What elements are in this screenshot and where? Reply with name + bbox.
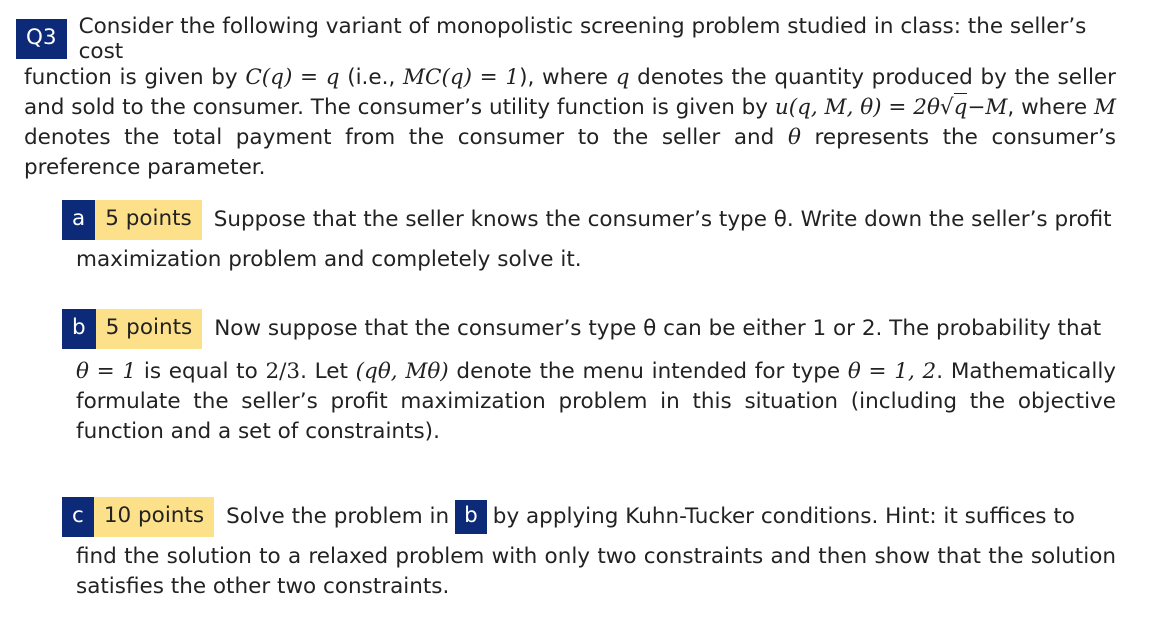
- menu-notation: (qθ, Mθ): [355, 359, 449, 384]
- part-c-points: 10 points: [94, 497, 214, 537]
- types: θ = 1, 2: [847, 359, 937, 384]
- text: is equal to: [136, 359, 266, 384]
- text: . Let: [300, 359, 356, 384]
- part-a-label: a: [62, 200, 95, 240]
- part-c-line1b: by applying Kuhn-Tucker conditions. Hint: it suffices to: [492, 504, 1075, 530]
- utility-lhs: u(q, M, θ) = 2θ: [774, 95, 940, 120]
- part-a-points: 5 points: [95, 200, 202, 240]
- question-label: Q3: [16, 19, 67, 59]
- text: . Mathematically formulate the seller’s profit maximization problem in this situation (including the objective function and a set of constraints).: [76, 359, 1117, 444]
- var-q: q: [615, 65, 630, 90]
- part-b-line1: Now suppose that the consumer’s type θ can be either 1 or 2. The probability that: [214, 316, 1102, 342]
- part-b-reference: b: [455, 500, 487, 534]
- cost-function: C(q) = q: [245, 65, 340, 90]
- question-body: [24, 63, 1116, 183]
- sqrt-radicand: q: [953, 95, 968, 120]
- var-theta: θ: [787, 125, 801, 150]
- part-b-body: [76, 357, 1116, 447]
- var-M: M: [1093, 95, 1116, 120]
- part-b-points: 5 points: [96, 309, 203, 349]
- utility-rhs: −M: [967, 95, 1008, 120]
- part-a-header: [62, 200, 1116, 240]
- theta-equals-1: θ = 1: [76, 359, 137, 384]
- text: , where: [1007, 95, 1094, 120]
- text: denotes the quantity produced by the seller and sold to the consumer. The consumer’s utility function is given by: [24, 65, 1116, 120]
- text: denotes the total payment from the consumer to the seller and: [24, 125, 788, 150]
- text: function is given by: [24, 65, 246, 90]
- part-b-header: [62, 309, 1116, 349]
- question-header: [16, 14, 1116, 64]
- text: ), where: [519, 65, 616, 90]
- text: represents the consumer’s preference parameter.: [24, 125, 1116, 180]
- question-intro-line: Consider the following variant of monopolistic screening problem studied in class: the seller’s cost: [78, 14, 1087, 64]
- part-c-line1a: Solve the problem in: [226, 504, 450, 530]
- probability: 2/3: [265, 359, 301, 384]
- part-a-line1: Suppose that the seller knows the consumer’s type θ. Write down the seller’s profit: [213, 207, 1112, 233]
- part-a-body: maximization problem and completely solve it.: [76, 247, 582, 272]
- part-b-label: b: [62, 309, 96, 349]
- part-c-body: find the solution to a relaxed problem with only two constraints and then show that the solution satisfies the other two constraints.: [76, 544, 1116, 599]
- text: denote the menu intended for type: [448, 359, 848, 384]
- part-c-header: [62, 497, 1116, 537]
- text: (i.e.,: [339, 65, 403, 90]
- marginal-cost: MC(q) = 1: [402, 65, 520, 90]
- part-c-label: c: [62, 497, 94, 537]
- sqrt-sign: √: [939, 95, 954, 120]
